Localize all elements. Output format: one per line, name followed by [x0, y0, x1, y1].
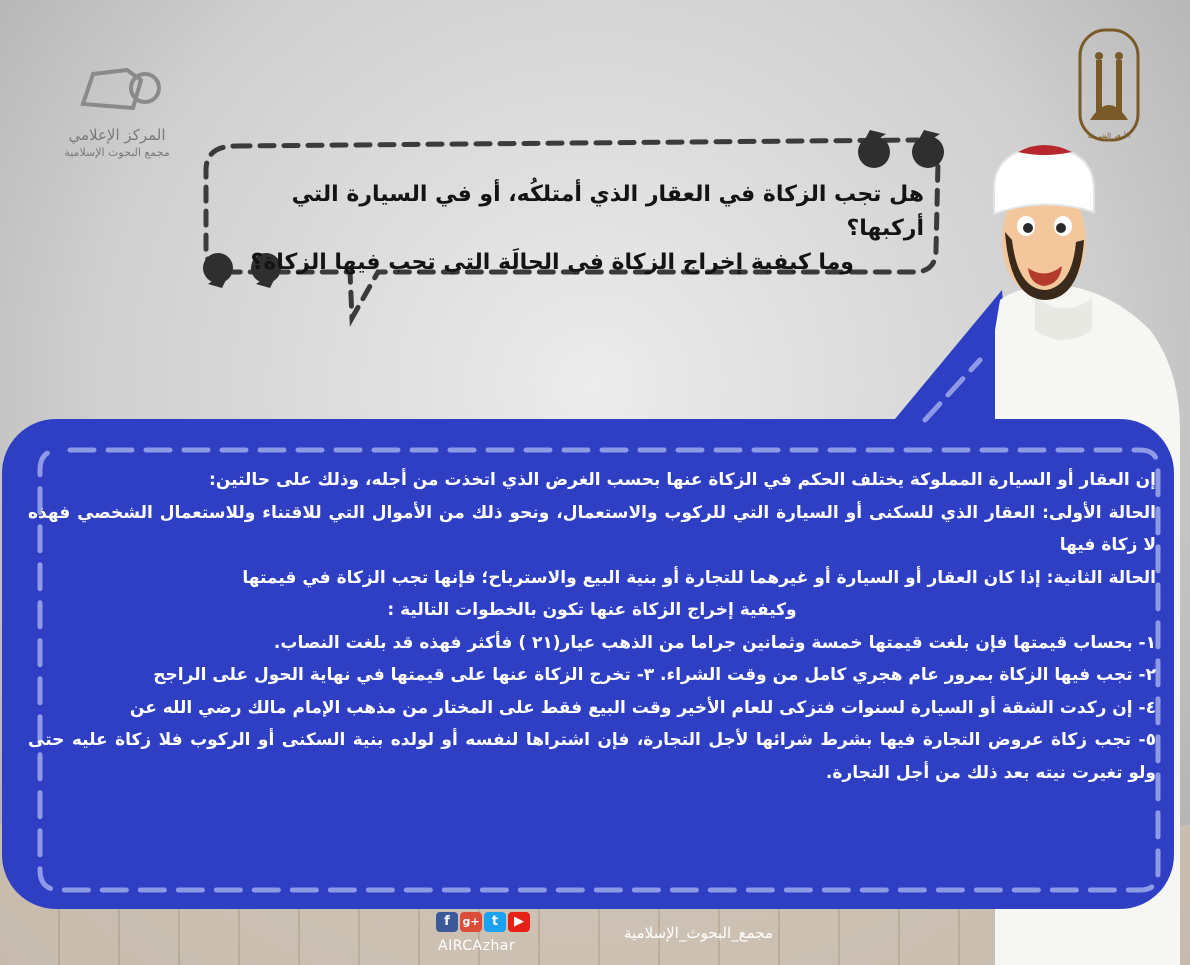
- answer-step-1: ١- بحساب قيمتها فإن بلغت قيمتها خمسة وثمانين جراما من الذهب عيار(٢١ ) فأكثر فهذه قد بلغت النصاب.: [273, 632, 1156, 653]
- question-line-1: هل تجب الزكاة في العقار الذي أمتلكُه، أو في السيارة التي أركبها؟: [291, 182, 924, 241]
- twitter-icon[interactable]: t: [484, 912, 506, 932]
- answer-step-5: ٥- تجب زكاة عروض التجارة فيها بشرط شرائها لأجل التجارة، فإن اشتراها لنفسه أو لولده بنية السكنى أو الركوب فلا زكاة عليه حتى ولو تغيرت نيته بعد ذلك من أجل التجارة.: [28, 730, 1156, 783]
- media-center-name: المركز الإعلامي: [68, 126, 166, 144]
- answer-step-4: ٤- إن ركدت الشقة أو السيارة لسنوات فتزكى للعام الأخير وقت البيع فقط على المختار من مذهب الإمام مالك رضي الله عن: [129, 697, 1156, 718]
- answer-case-1: الحالة الأولى: العقار الذي للسكنى أو السيارة التي للركوب والاستعمال، ونحو ذلك من الأموال التي للاقتناء وللاستعمال الشخصي فهذه لا زكاة فيها: [28, 502, 1156, 555]
- assembly-name: مجمع_البحوث_الإسلامية: [624, 924, 774, 942]
- answer-step-2: ٢- تجب فيها الزكاة بمرور عام هجري كامل من وقت الشراء. ٣- تخرج الزكاة عنها على قيمتها في نهاية الحول على الراجح: [153, 665, 1156, 685]
- social-handle: AIRCAzhar: [438, 938, 516, 954]
- answer-case-2: الحالة الثانية: إذا كان العقار أو السيارة أو غيرهما للتجارة أو بنية البيع والاسترباح؛ فإنها تجب الزكاة في قيمتها: [242, 567, 1156, 588]
- google-plus-icon[interactable]: g+: [460, 912, 482, 932]
- answer-intro: إن العقار أو السيارة المملوكة يختلف الحكم في الزكاة عنها بحسب الغرض الذي اتخذت من أجله، وذلك على حالتين:: [209, 470, 1156, 490]
- social-icons: [436, 910, 532, 932]
- question-line-2: وما كيفية إخراج الزكاة في الحالَة التي تجب فيها الزكاة؟: [250, 250, 854, 275]
- facebook-icon[interactable]: f: [436, 912, 458, 932]
- answer-steps-intro: وكيفية إخراج الزكاة عنها تكون بالخطوات التالية :: [387, 600, 797, 620]
- azhar-caption: الأزهر الشريف: [1087, 132, 1131, 140]
- answer-text: [28, 464, 1156, 789]
- media-center-sub: مجمع البحوث الإسلامية: [64, 146, 170, 159]
- youtube-icon[interactable]: ▶: [508, 912, 530, 932]
